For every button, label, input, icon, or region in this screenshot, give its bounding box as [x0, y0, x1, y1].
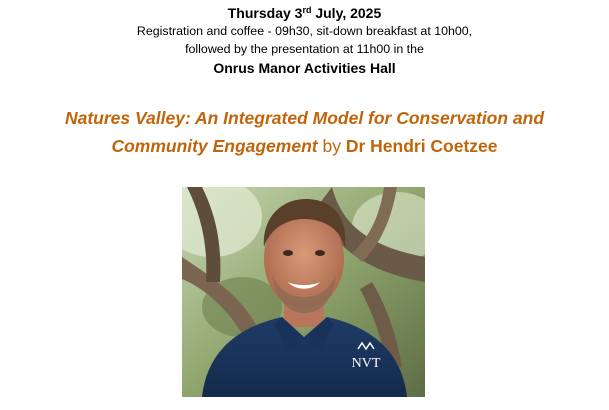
shirt-logo: NVT — [351, 356, 381, 371]
talk-title-line-2 — [0, 132, 609, 160]
schedule-line-2: followed by the presentation at 11h00 in the — [185, 42, 424, 56]
speaker-portrait — [182, 187, 425, 397]
talk-title-part-2: Community Engagement — [111, 136, 318, 156]
talk-heading — [0, 104, 609, 160]
talk-title-part-1: Natures Valley: An Integrated Model for Conservation and — [64, 108, 545, 128]
event-details — [0, 4, 609, 78]
talk-title-line-1 — [0, 104, 609, 132]
event-date-day: Thursday 3 — [227, 5, 303, 21]
event-date-month-year: July, 2025 — [311, 5, 382, 21]
event-date — [0, 4, 609, 22]
speaker-name: Dr Hendri Coetzee — [345, 136, 498, 156]
speaker-photo — [182, 187, 425, 397]
event-date-ordinal: rd — [302, 5, 312, 15]
schedule-line-1: Registration and coffee - 09h30, sit-down breakfast at 10h00, — [136, 24, 473, 38]
talk-by-word: by — [317, 136, 346, 156]
event-venue: Onrus Manor Activities Hall — [213, 60, 396, 76]
